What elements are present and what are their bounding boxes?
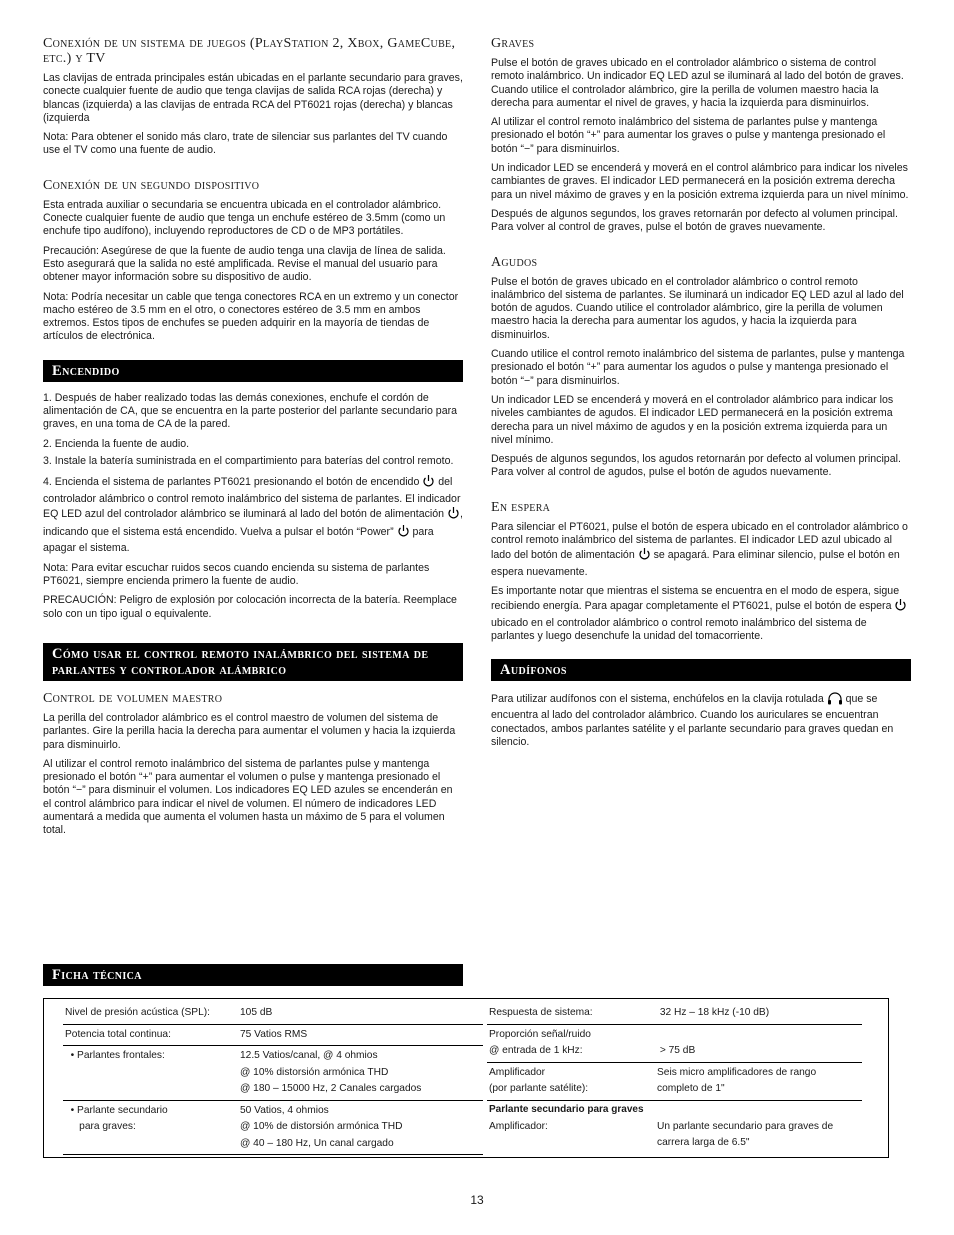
spec-key: Potencia total continua: bbox=[65, 1028, 171, 1040]
text-span: , indicando que el sistema está encendido. Vuelva a pulsar el botón “Power” bbox=[43, 507, 463, 539]
spec-value-line: Seis micro amplificadores de rango bbox=[657, 1066, 817, 1078]
section-bar-audifonos: Audífonos bbox=[491, 659, 911, 681]
paragraph bbox=[491, 521, 911, 579]
text-span: Para silenciar el PT6021, pulse el botón de espera ubicado en el controlador alámbrico o control remoto inalámbrico del sistema de parlantes. El indicador LED azul ubicado al lado del botón de alimentación bbox=[491, 520, 908, 562]
paragraph bbox=[491, 691, 911, 749]
section-title-second-device: Conexión de un segundo dispositivo bbox=[43, 177, 260, 193]
paragraph: Después de algunos segundos, los graves retornarán por defecto al volumen principal. Para volver al control de graves, pulse el botón de graves nuevamente. bbox=[491, 207, 898, 234]
spec-value-line: @ 10% distorsión armónica THD bbox=[240, 1066, 389, 1078]
spec-value-line bbox=[657, 1027, 862, 1044]
text-span: que se encuentra al lado del controlador alámbrico. Cuando los auriculares se encuentran conectados, ambos parlantes satélite y el parlante secundario para graves quedan en silencio. bbox=[491, 693, 894, 748]
spec-key: Respuesta de sistema: bbox=[489, 1007, 593, 1018]
spec-value-line: 32 Hz – 18 kHz (-10 dB) bbox=[657, 1007, 770, 1018]
power-icon bbox=[638, 547, 651, 565]
spec-value bbox=[657, 1065, 862, 1098]
text-span: se apagará. Para eliminar silencio, pulse el botón en espera nuevamente. bbox=[491, 549, 900, 578]
paragraph: Al utilizar el control remoto inalámbrico del sistema de parlantes pulse y mantenga presionado el botón “+” para aumentar el volumen o pulse y mantenga presionado el botón “−” para disminuir el volumen. Los indicadores EQ LED azules se encenderán en el control alámbrico para indicar el nivel de volumen. El número de indicadores LED aumentará a medida que aumenta el volumen hasta un máximo de 5 para el volumen total. bbox=[43, 757, 453, 837]
paragraph bbox=[491, 585, 911, 643]
spec-key: • Parlantes frontales: bbox=[65, 1050, 165, 1061]
headphones-icon bbox=[827, 691, 843, 709]
paragraph: Cuando utilice el control remoto inalámbrico del sistema de parlantes, pulse y mantenga presionado el botón “+” para aumentar los agudos o pulse y mantenga presionado el botón “−” para disminuirlos. bbox=[491, 348, 905, 387]
text-span: para apagar el sistema. bbox=[43, 526, 434, 555]
section-title-agudos: Agudos bbox=[491, 254, 538, 270]
text-span: del controlador alámbrico o control remoto inalámbrico del sistema de parlantes. El indicador EQ LED azul del controlador alámbrico se iluminará al lado del botón de alimentación bbox=[43, 476, 461, 520]
paragraph: Nota: Para evitar escuchar ruidos secos cuando encienda su sistema de parlantes PT6021, siempre encienda primero la fuente de audio. bbox=[43, 561, 430, 588]
left-column bbox=[43, 36, 463, 844]
section-bar-ficha-tecnica: Ficha técnica bbox=[43, 964, 463, 986]
paragraph: Las clavijas de entrada principales están ubicadas en el parlante secundario para graves, conecte cualquier fuente de audio que tenga clavijas de salida RCA rojas (derecha) y blancas (izquierda) a las clavijas de entrada RCA del PT6021 rojas (derecha) y blancas (izquierda bbox=[43, 72, 463, 124]
spec-row bbox=[487, 1117, 862, 1154]
section-bar-remote-control: Cómo usar el control remoto inalámbrico del sistema de parlantes y controlador alámbrico bbox=[43, 643, 463, 681]
spec-row bbox=[63, 1003, 483, 1025]
paragraph: Un indicador LED se encenderá y moverá en el control alámbrico para indicar los niveles cambiantes de graves. El indicador LED permanecerá en la posición extrema derecha para un nivel máximo de graves y en la posición extrema izquierda para un nivel mínimo. bbox=[491, 162, 909, 201]
paragraph: Pulse el botón de graves ubicado en el controlador alámbrico o control remoto inalámbrico del sistema de parlantes. Se iluminará un indicador EQ LED azul al lado del botón de agudos. Cuando utilice el controlador alámbrico, gire la perilla de volumen maestro hacia la derecha para aumentar los agudos, y hacia la izquierda para disminuirlos. bbox=[491, 275, 904, 341]
power-icon bbox=[447, 506, 460, 524]
spec-value-line: > 75 dB bbox=[657, 1045, 696, 1056]
power-icon bbox=[422, 474, 435, 492]
spec-value bbox=[240, 1048, 483, 1098]
paragraph: PRECAUCIÓN: Peligro de explosión por colocación incorrecta de la batería. Reemplace solo con un tipo igual o equivalente. bbox=[43, 594, 457, 620]
spec-key: Amplificador (por parlante satélite): bbox=[489, 1066, 589, 1094]
spec-value bbox=[240, 1005, 483, 1022]
spec-row bbox=[487, 1063, 862, 1101]
paragraph: Esta entrada auxiliar o secundaria se encuentra ubicada en el controlador alámbrico. Conecte cualquier fuente de audio que tenga un enchufe estéreo de 3.5mm (como un enchufe tipo audífono), incluyendo reproductores de CD o de MP3 portátiles. bbox=[43, 198, 446, 238]
spec-value-line: completo de 1" bbox=[657, 1083, 725, 1094]
paragraph: Al utilizar el control remoto inalámbrico del sistema de parlantes pulse y mantenga presionado el botón “+” para aumentar los graves o pulse y mantenga presionado el botón “−” para disminuirlos. bbox=[491, 116, 886, 155]
text-span: Para utilizar audífonos con el sistema, enchúfelos en la clavija rotulada bbox=[491, 693, 824, 706]
section-bar-encendido: Encendido bbox=[43, 360, 463, 382]
spec-value-line: @ 180 – 15000 Hz, 2 Canales cargados bbox=[240, 1083, 422, 1094]
list-item: 2. Encienda la fuente de audio. bbox=[43, 437, 190, 450]
text-span: 4. Encienda el sistema de parlantes PT6021 presionando el botón de encendido bbox=[43, 476, 420, 489]
spec-column-right bbox=[487, 1003, 862, 1154]
spec-value-line: 12.5 Vatios/canal, @ 4 ohmios bbox=[240, 1050, 378, 1061]
spec-row bbox=[63, 1025, 483, 1047]
spec-value-line: Un parlante secundario para graves de bbox=[657, 1120, 834, 1132]
spec-value bbox=[657, 1119, 862, 1152]
power-icon bbox=[894, 598, 907, 616]
list-item: 1. Después de haber realizado todas las demás conexiones, enchufe el cordón de alimentación de CA, que se encuentra en la parte posterior del parlante secundario para graves, en una toma de CA de la pared. bbox=[43, 391, 458, 431]
right-column bbox=[491, 36, 911, 755]
paragraph: Después de algunos segundos, los agudos retornarán por defecto al volumen principal. Para volver al control de agudos, pulse el botón de agudos nuevamente. bbox=[491, 453, 901, 479]
spec-value-line: 105 dB bbox=[240, 1007, 273, 1018]
paragraph: La perilla del controlador alámbrico es el control maestro de volumen del sistema de parlantes. Gire la perilla hacia la derecha para aumentar el volumen y hacia la izquierda para disminuirlo. bbox=[43, 711, 456, 751]
spec-value-line: 50 Vatios, 4 ohmios bbox=[240, 1104, 329, 1116]
paragraph: Nota: Podría necesitar un cable que tenga conectores RCA en un extremo y un conector macho estéreo de 3.5 mm en el otro, o conectores estéreo de 3.5 mm en ambos extremos. Estos tipos de enchufes se pueden adquirir en la mayoría de tiendas de artículos de electrónica. bbox=[43, 290, 459, 343]
spec-value bbox=[657, 1027, 862, 1060]
spec-key: Nivel de presión acústica (SPL): bbox=[65, 1007, 210, 1018]
paragraph: Precaución: Asegúrese de que la fuente de audio tenga una clavija de línea de salida. Esto asegurará que la salida no esté amplificada. Revise el manual del usuario para obtener mayor información sobre su dispositivo de audio. bbox=[43, 244, 446, 284]
paragraph: Pulse el botón de graves ubicado en el controlador alámbrico o sistema de control remoto inalámbrico. Un indicador EQ LED azul se iluminará al lado del botón de graves. Cuando utilice el controlador alámbrico, gire la perilla de volumen maestro hacia la derecha para aumentar el nivel de graves, y hacia la izquierda para disminuirlos. bbox=[491, 57, 904, 109]
paragraph: Nota: Para obtener el sonido más claro, trate de silenciar sus parlantes del TV cuando use el TV como una fuente de audio. bbox=[43, 131, 448, 157]
list-item: 3. Instale la batería suministrada en el compartimiento para baterías del control remoto. bbox=[43, 454, 454, 467]
power-icon bbox=[397, 524, 410, 542]
spec-right-rows bbox=[487, 1003, 862, 1101]
spec-value bbox=[240, 1027, 483, 1044]
spec-table bbox=[43, 998, 889, 1158]
text-span: Es importante notar que mientras el sistema se encuentra en el modo de espera, sigue recibiendo energía. Para apagar completamente el PT6021, pulse el botón de espera bbox=[491, 584, 900, 613]
spec-column-left bbox=[63, 1003, 483, 1155]
spec-row bbox=[487, 1025, 862, 1063]
section-title-en-espera: En espera bbox=[491, 499, 551, 515]
spec-value bbox=[240, 1103, 483, 1153]
spec-key: Proporción señal/ruido @ entrada de 1 kHz: bbox=[489, 1028, 591, 1056]
section-title-graves: Graves bbox=[491, 36, 535, 51]
page-number: 13 bbox=[470, 1193, 484, 1207]
spec-value-line: carrera larga de 6.5" bbox=[657, 1137, 750, 1148]
spec-row bbox=[487, 1003, 862, 1025]
spec-value-line: 75 Vatios RMS bbox=[240, 1028, 308, 1040]
spec-subheading: Parlante secundario para graves bbox=[489, 1103, 644, 1115]
spec-row bbox=[63, 1101, 483, 1156]
spec-key: Amplificador: bbox=[489, 1120, 548, 1132]
spec-value-line: @ 40 – 180 Hz, Un canal cargado bbox=[240, 1137, 394, 1149]
spec-key: • Parlante secundario para graves: bbox=[70, 1104, 168, 1132]
section-title-master-volume: Control de volumen maestro bbox=[43, 690, 223, 706]
section-title-game-connection: Conexión de un sistema de juegos (PlayStation 2, Xbox, GameCube, etc.) y TV bbox=[43, 36, 456, 66]
spec-value bbox=[657, 1005, 862, 1022]
text-span: ubicado en el controlador alámbrico o control remoto inalámbrico del sistema de parlantes y luego desenchufe la unidad del tomacorriente. bbox=[491, 616, 867, 642]
spec-value-line: @ 10% de distorsión armónica THD bbox=[240, 1121, 403, 1132]
paragraph: Un indicador LED se encenderá y moverá en el controlador alámbrico para indicar los niveles cambiantes de agudos. El indicador LED permanecerá en la posición extrema derecha para un nivel máximo de agudos y en la posición extrema izquierda para un nivel mínimo. bbox=[491, 393, 894, 446]
spec-row bbox=[63, 1046, 483, 1101]
list-item bbox=[43, 474, 463, 555]
